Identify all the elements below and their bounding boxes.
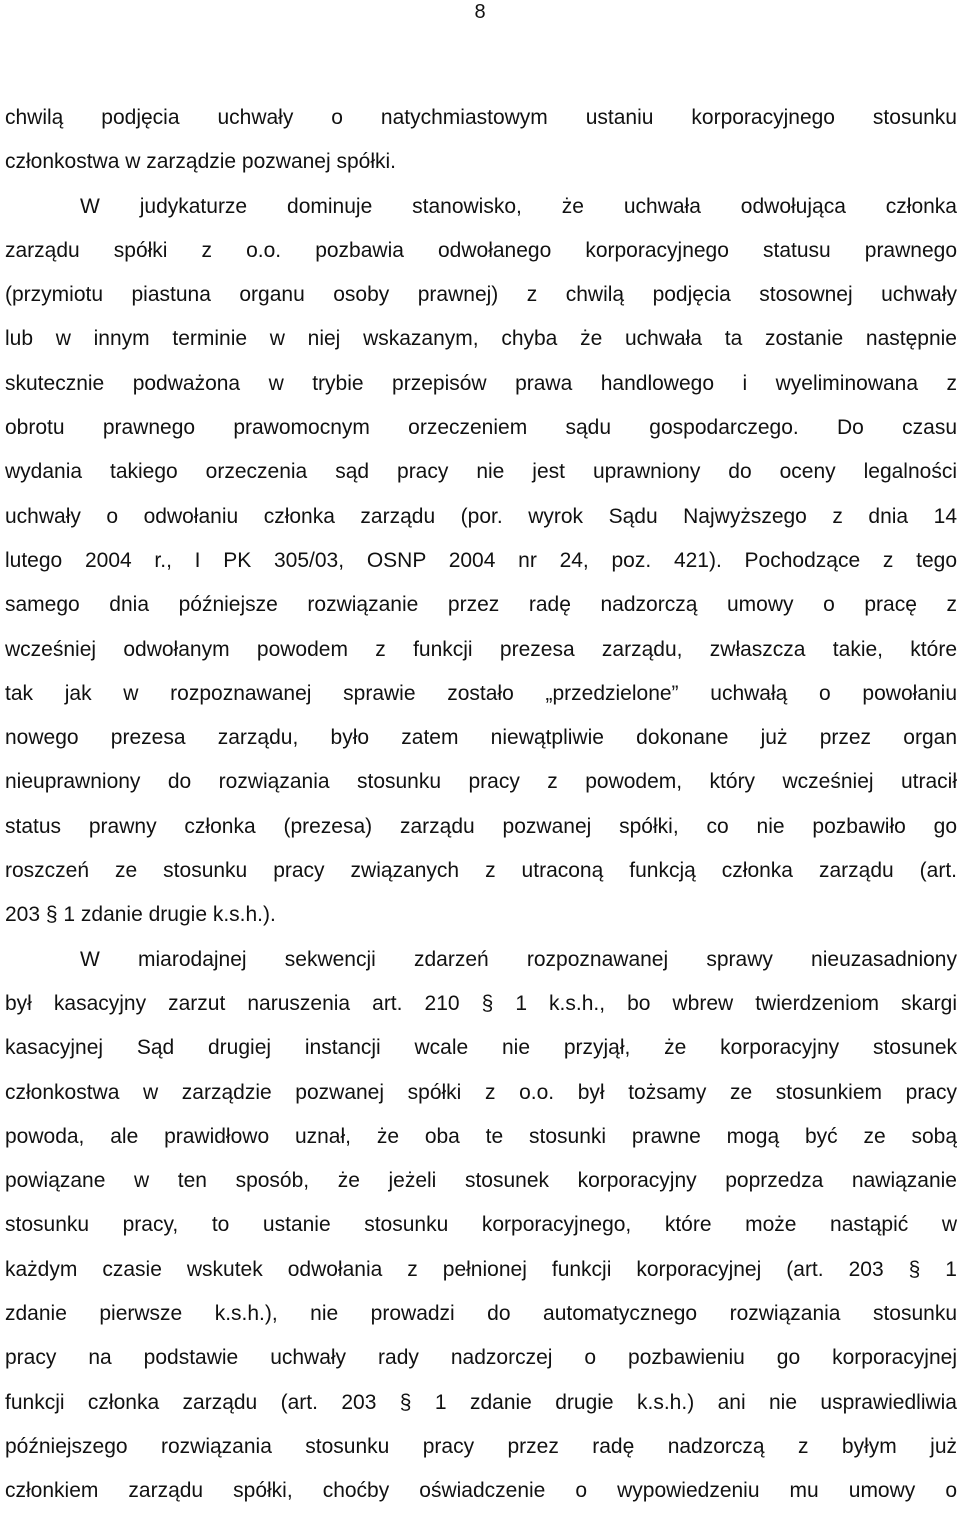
text-line: nowego prezesa zarządu, było zatem niewątpliwie dokonane już przez organ — [5, 726, 957, 750]
text-line: funkcji członka zarządu (art. 203 § 1 zdanie drugie k.s.h.) ani nie usprawiedliwia — [5, 1390, 957, 1414]
text-line: nieuprawniony do rozwiązania stosunku pracy z powodem, który wcześniej utracił — [5, 770, 957, 794]
text-line: każdym czasie wskutek odwołania z pełnionej funkcji korporacyjnej (art. 203 § 1 — [5, 1257, 957, 1281]
text-line: powoda, ale prawidłowo uznał, że oba te stosunki prawne mogą być ze sobą — [5, 1124, 957, 1148]
text-line: 203 § 1 zdanie drugie k.s.h.). — [5, 903, 276, 927]
text-line: zdanie pierwsze k.s.h.), nie prowadzi do automatycznego rozwiązania stosunku — [5, 1302, 957, 1326]
text-line: chwilą podjęcia uchwały o natychmiastowym ustaniu korporacyjnego stosunku — [5, 106, 957, 129]
text-line: był kasacyjny zarzut naruszenia art. 210 § 1 k.s.h., bo wbrew twierdzeniom skargi — [5, 991, 957, 1015]
text-line: wcześniej odwołanym powodem z funkcji prezesa zarządu, zwłaszcza takie, które — [5, 637, 957, 661]
document-body — [5, 96, 957, 1514]
text-line: lutego 2004 r., I PK 305/03, OSNP 2004 nr 24, poz. 421). Pochodzące z tego — [5, 548, 957, 572]
text-line: kasacyjnej Sąd drugiej instancji wcale nie przyjął, że korporacyjny stosunek — [5, 1036, 957, 1060]
text-line: członkostwa w zarządzie pozwanej spółki. — [5, 150, 397, 174]
text-line: samego dnia późniejsze rozwiązanie przez radę nadzorczą umowy o pracę z — [5, 593, 957, 617]
text-line: uchwały o odwołaniu członka zarządu (por. wyrok Sądu Najwyższego z dnia 14 — [5, 504, 957, 528]
text-line: status prawny członka (prezesa) zarządu pozwanej spółki, co nie pozbawiło go — [5, 814, 957, 838]
text-line: pracy na podstawie uchwały rady nadzorczej o pozbawieniu go korporacyjnej — [5, 1346, 957, 1370]
text-line: W miarodajnej sekwencji zdarzeń rozpoznawanej sprawy nieuzasadniony — [80, 947, 957, 971]
text-line: W judykaturze dominuje stanowisko, że uchwała odwołująca członka — [80, 194, 957, 218]
text-line: późniejszego rozwiązania stosunku pracy przez radę nadzorczą z byłym już — [5, 1434, 957, 1458]
text-line: członkiem zarządu spółki, choćby oświadczenie o wypowiedzeniu mu umowy o — [5, 1479, 957, 1503]
text-line: tak jak w rozpoznawanej sprawie zostało „przedzielone” uchwałą o powołaniu — [5, 681, 957, 705]
text-line: zarządu spółki z o.o. pozbawia odwołanego korporacyjnego statusu prawnego — [5, 238, 957, 262]
text-line: (przymiotu piastuna organu osoby prawnej) z chwilą podjęcia stosownej uchwały — [5, 283, 957, 307]
text-line: skutecznie podważona w trybie przepisów prawa handlowego i wyeliminowana z — [5, 371, 957, 395]
page-number: 8 — [474, 1, 486, 23]
text-line: roszczeń ze stosunku pracy związanych z utraconą funkcją członka zarządu (art. — [5, 859, 957, 883]
text-line: obrotu prawnego prawomocnym orzeczeniem sądu gospodarczego. Do czasu — [5, 416, 957, 440]
text-line: wydania takiego orzeczenia sąd pracy nie jest uprawniony do oceny legalności — [5, 460, 957, 484]
text-line: stosunku pracy, to ustanie stosunku korporacyjnego, które może nastąpić w — [5, 1213, 957, 1237]
text-line: lub w innym terminie w niej wskazanym, chyba że uchwała ta zostanie następnie — [5, 327, 957, 351]
text-line: powiązane w ten sposób, że jeżeli stosunek korporacyjny poprzedza nawiązanie — [5, 1169, 957, 1193]
text-line: członkostwa w zarządzie pozwanej spółki z o.o. był tożsamy ze stosunkiem pracy — [5, 1080, 957, 1104]
